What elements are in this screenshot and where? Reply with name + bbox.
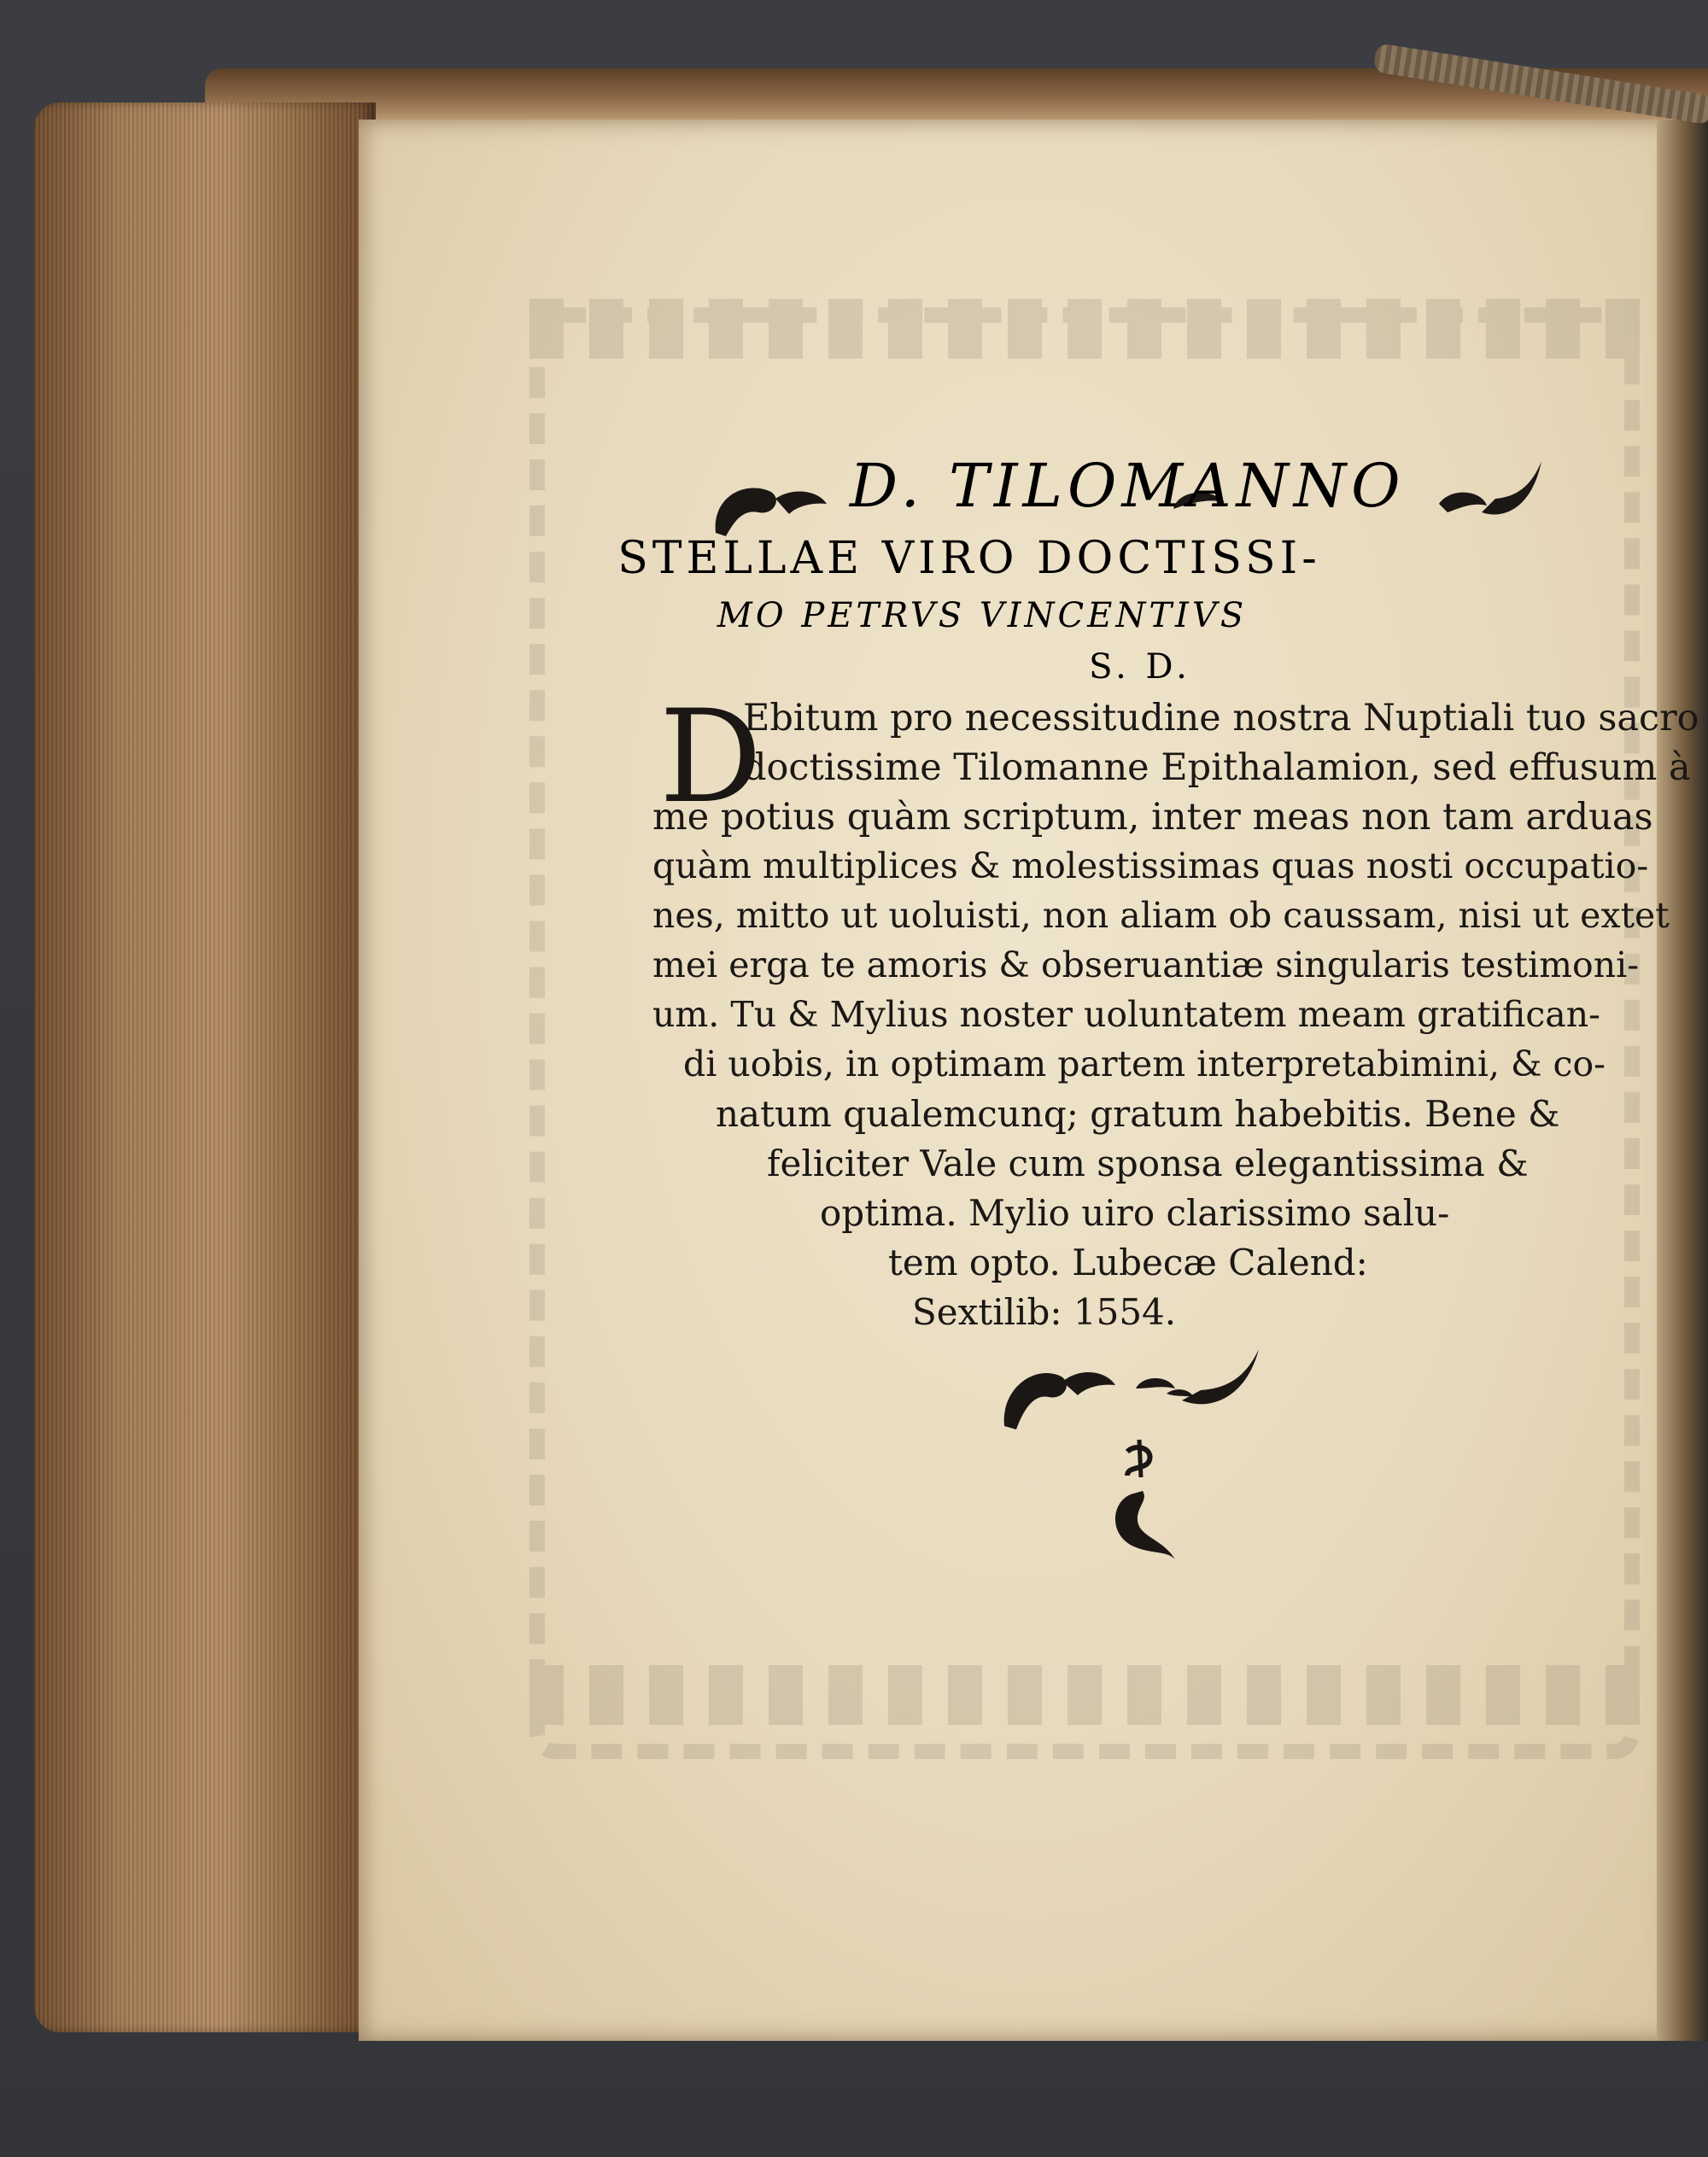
letter-line: nes, mitto ut uoluisti, non aliam ob caussam, nisi ut extet [652,895,1670,936]
letter-line: Ebitum pro necessitudine nostra Nuptiali tuo sacro [743,697,1699,739]
book-fore-edge [34,102,376,2032]
heading-line-4: S. D. [1089,647,1191,687]
letter-line: Sextilib: 1554. [912,1291,1177,1333]
heading-line-2: STELLAE VIRO DOCTISSI- [617,533,1321,584]
letter-line: tem opto. Lubecæ Calend: [888,1242,1368,1283]
letter-line: me potius quàm scriptum, inter meas non tam arduas [652,796,1653,839]
letter-line: optima. Mylio uiro clarissimo salu- [820,1192,1450,1234]
letter-line: um. Tu & Mylius noster uoluntatem meam gratifican- [652,994,1600,1035]
drop-cap: D [659,683,763,832]
letter-line: doctissime Tilomanne Epithalamion, sed effusum à [743,746,1691,789]
letter-line: feliciter Vale cum sponsa elegantissima & [767,1143,1529,1184]
ornament-fleuron-icon [1102,1435,1179,1563]
book-gutter [1657,120,1708,2041]
leaf-fleuron-icon [999,1341,1272,1435]
letter-line: natum qualemcunq; gratum habebitis. Bene & [716,1093,1560,1135]
leaf-fleuron-icon [707,465,835,541]
leaf-fleuron-icon [1430,453,1550,529]
heading-line-3: MO PETRVS VINCENTIVS [717,596,1248,635]
letter-line: quàm multiplices & molestissimas quas nosti occupatio- [652,845,1649,886]
letter-line: mei erga te amoris & obseruantiæ singularis testimoni- [652,944,1640,985]
letter-line: di uobis, in optimam partem interpretabimini, & co- [683,1043,1606,1084]
